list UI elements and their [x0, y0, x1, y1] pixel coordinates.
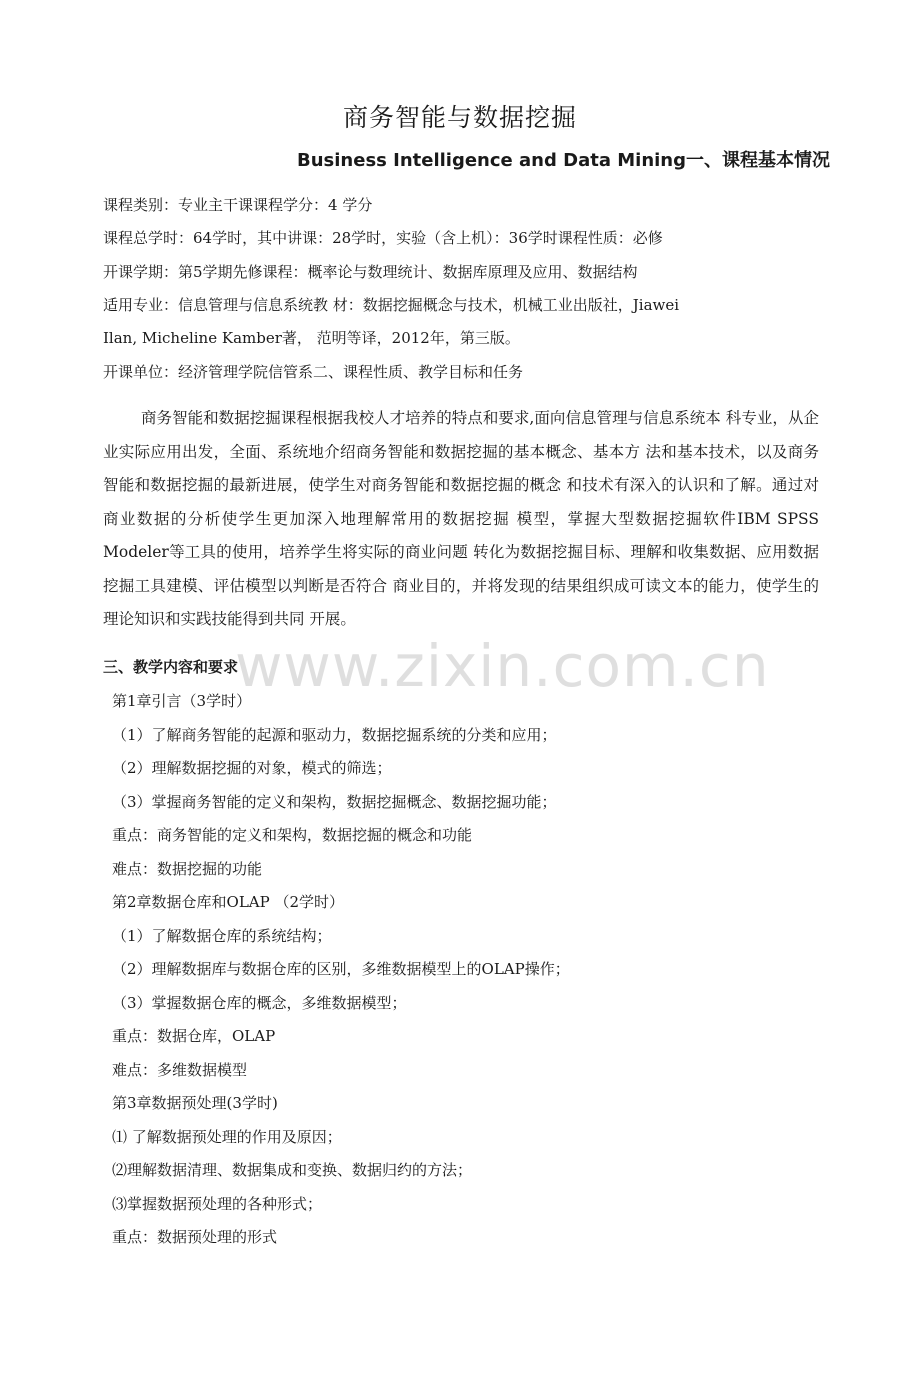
- chapter-heading: 第3章数据预处理(3学时): [112, 1094, 278, 1112]
- info-line-course-hours: 课程总学时：64学时，其中讲课：28学时，实验（含上机）：36学时课程性质：必修: [103, 229, 663, 247]
- document-title: 商务智能与数据挖掘: [342, 103, 577, 132]
- section-heading: 三、教学内容和要求: [103, 658, 239, 676]
- content-item: （3）掌握数据仓库的概念，多维数据模型；: [112, 994, 407, 1012]
- info-line-major-textbook: 适用专业：信息管理与信息系统教 材：数据挖掘概念与技术，机械工业出版社，Jiawei: [103, 296, 680, 314]
- content-item: ⑴ 了解数据预处理的作用及原因；: [112, 1128, 342, 1146]
- key-point: 重点：商务智能的定义和架构，数据挖掘的概念和功能: [112, 826, 473, 844]
- info-line-semester: 开课学期：第5学期先修课程：概率论与数理统计、数据库原理及应用、数据结构: [103, 263, 638, 281]
- key-point: 重点：数据预处理的形式: [112, 1228, 278, 1246]
- content-item: ⑶掌握数据预处理的各种形式；: [112, 1195, 323, 1213]
- difficulty-point: 难点：数据挖掘的功能: [112, 860, 263, 878]
- content-item: （2）理解数据挖掘的对象，模式的筛选；: [112, 759, 392, 777]
- content-item: （2）理解数据库与数据仓库的区别，多维数据模型上的OLAP操作；: [112, 960, 570, 978]
- info-line-textbook-authors: Ilan, Micheline Kamber著， 范明等译，2012年，第三版。: [103, 329, 520, 347]
- chapter-heading: 第2章数据仓库和OLAP （2学时）: [112, 893, 345, 911]
- key-point: 重点：数据仓库，OLAP: [112, 1027, 276, 1045]
- info-line-course-type: 课程类别：专业主干课课程学分：4 学分: [103, 196, 373, 214]
- document-subtitle: Business Intelligence and Data Mining一、课程基本情况: [297, 150, 831, 171]
- content-item: （1）了解数据仓库的系统结构；: [112, 927, 332, 945]
- chapter-heading: 第1章引言（3学时）: [112, 692, 252, 710]
- watermark: www.zixin.com.cn: [235, 632, 770, 700]
- content-item: （3）掌握商务智能的定义和架构，数据挖掘概念、数据挖掘功能；: [112, 793, 557, 811]
- content-item: ⑵理解数据清理、数据集成和变换、数据归约的方法；: [112, 1161, 473, 1179]
- info-line-department: 开课单位：经济管理学院信管系二、课程性质、教学目标和任务: [103, 363, 524, 381]
- difficulty-point: 难点：多维数据模型: [112, 1061, 248, 1079]
- content-item: （1）了解商务智能的起源和驱动力，数据挖掘系统的分类和应用；: [112, 726, 557, 744]
- course-description-paragraph: 商务智能和数据挖掘课程根据我校人才培养的特点和要求,面向信息管理与信息系统本 科专业，从企业实际应用出发，全面、系统地介绍商务智能和数据挖掘的基本概念、基本方 法和基本技术，以及商务智能和数据挖掘的最新进展，使学生对商务智能和数据挖掘的概念 和技术有深入的认识和了解。通过对商业数据的分析使学生更加深入地理解常用的数据挖掘 模型，掌握大型数据挖掘软件IBM SPSS Modeler等工具的使用，培养学生将实际的商业问题 转化为数据挖掘目标、理解和收集数据、应用数据挖掘工具建模、评估模型以判断是否符合 商业目的，并将发现的结果组织成可读文本的能力，使学生的理论知识和实践技能得到共同 开展。: [103, 409, 819, 628]
